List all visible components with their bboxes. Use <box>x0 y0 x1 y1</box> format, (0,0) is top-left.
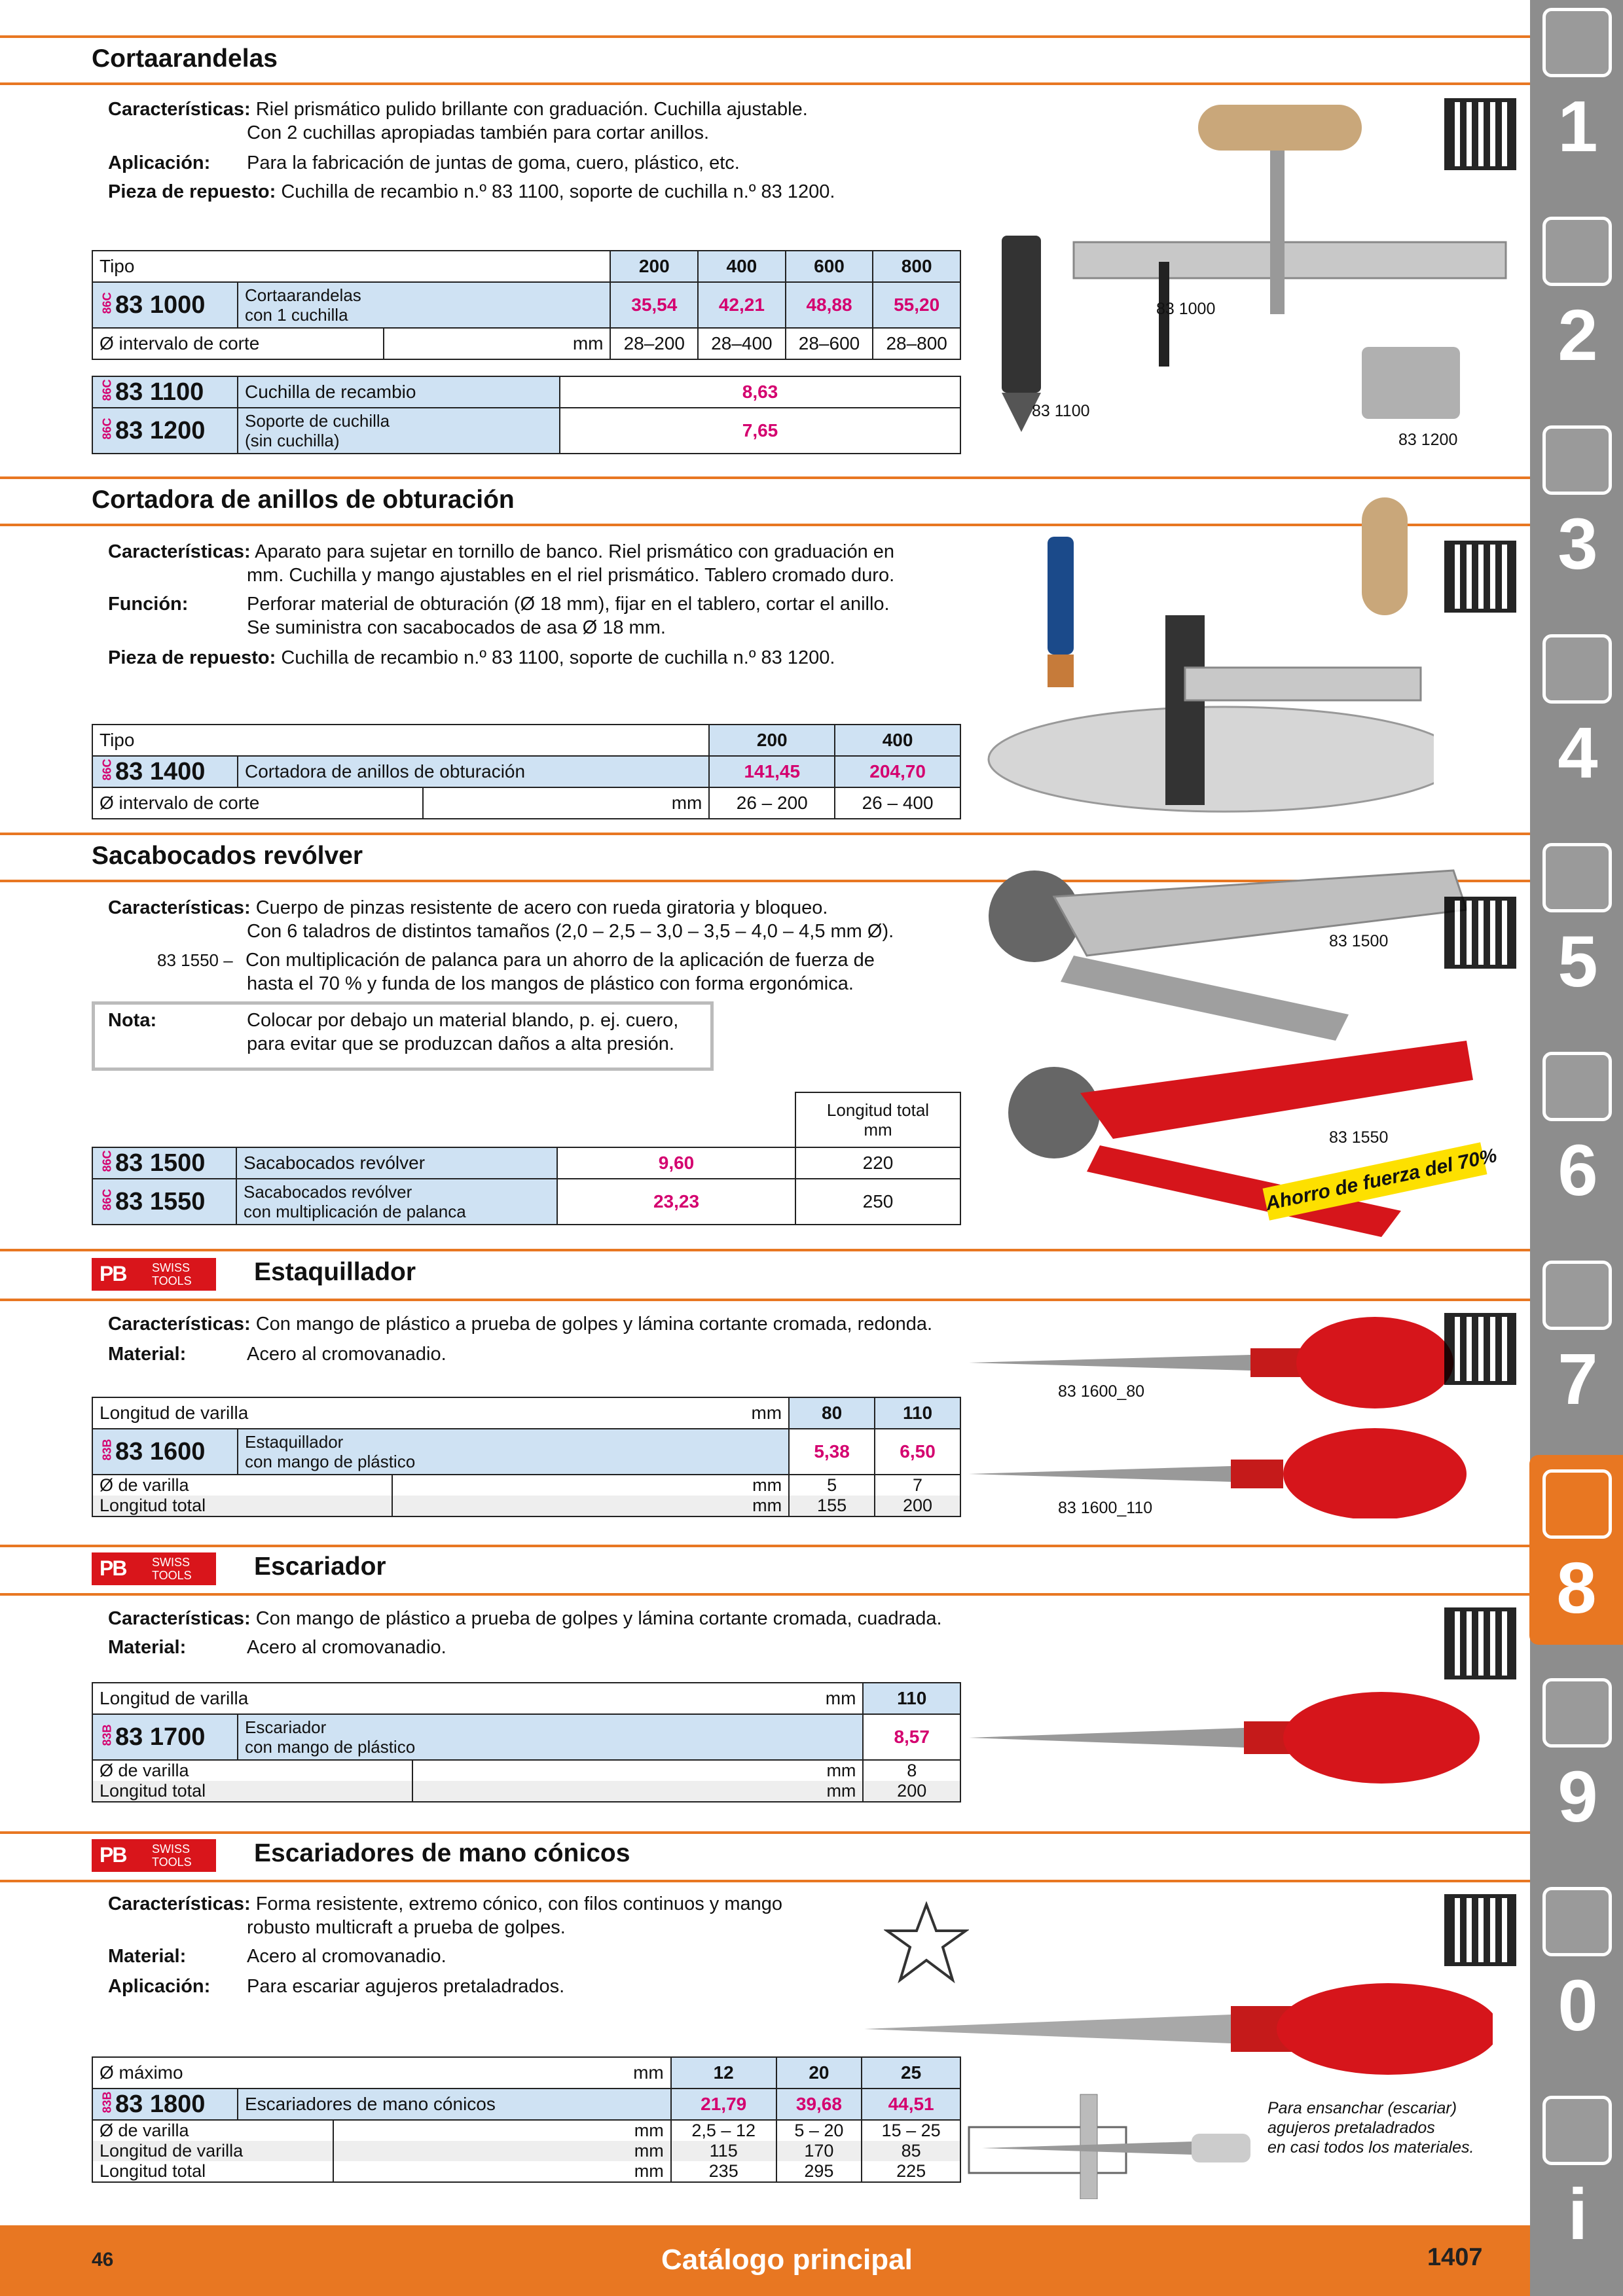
table-escariador: Longitud de varilla mm 110 83B83 1700 Escariador con mango de plástico 8,57 Ø de varilla mm 8 Longitud total mm 200 <box>92 1682 961 1803</box>
product-image-awls <box>969 1302 1493 1518</box>
sidebar-tab-number: i <box>1567 2174 1588 2255</box>
features-text: Características: Aparato para sujetar en tornillo de banco. Riel prismático con graduación en <box>108 541 895 562</box>
catalog-title: Catálogo principal <box>661 2244 913 2276</box>
sidebar-tab-4[interactable] <box>1539 626 1617 823</box>
features-text-2: Con 2 cuchillas apropiadas también para cortar anillos. <box>247 122 710 143</box>
section-title-cortaarandelas: Cortaarandelas <box>92 45 278 73</box>
caption-831550: 83 1550 <box>1329 1128 1389 1147</box>
spare-part-text: Pieza de repuesto: Cuchilla de recambio n.º 83 1100, soporte de cuchilla n.º 83 1200. <box>108 647 835 668</box>
drill-bit-icon <box>1542 8 1612 77</box>
caption-831000: 83 1000 <box>1156 300 1216 318</box>
section-title-sacabocados: Sacabocados revólver <box>92 842 363 870</box>
features-text: Características: Con mango de plástico a prueba de golpes y lámina cortante cromada, cuadrada. <box>108 1608 942 1629</box>
lever-ref-text: 83 1550 – Con multiplicación de palanca para un ahorro de la aplicación de fuerza de <box>157 950 875 971</box>
sidebar-tab-1[interactable] <box>1539 0 1617 196</box>
sidebar-tab-6[interactable] <box>1539 1044 1617 1240</box>
material-text: Material: Acero al cromovanadio. <box>108 1637 447 1658</box>
sidebar-tab-number: 6 <box>1558 1130 1598 1211</box>
features-text: Características: Con mango de plástico a prueba de golpes y lámina cortante cromada, redonda. <box>108 1314 933 1335</box>
function-text: Función: Perforar material de obturación (Ø 18 mm), fijar en el tablero, cortar el anillo. <box>108 594 890 615</box>
product-image-reamer <box>969 1689 1493 1787</box>
sidebar-tab-8[interactable] <box>1529 1455 1623 1645</box>
table-escariadores-conicos: Ø máximo mm 12 20 25 83B83 1800 Escariadores de mano cónicos 21,79 39,68 44,51 Ø de varilla mm 2,5 – 12 5 – 20 15 – 25 Longitud de varilla mm 115 170 85 Longitud total mm 235 295 225 <box>92 2056 961 2183</box>
cabinet-icon <box>1542 1678 1612 1748</box>
page-number-right: 1407 <box>1427 2244 1483 2271</box>
usage-note: Para ensanchar (escariar) agujeros pretaladrados en casi todos los materiales. <box>1267 2099 1474 2157</box>
function-text-2: Se suministra con sacabocados de asa Ø 18 mm. <box>247 617 666 638</box>
qr-code-icon[interactable] <box>1444 1894 1516 1966</box>
sidebar-tab-5[interactable] <box>1539 835 1617 1031</box>
table-cortadora: Tipo 200 400 86C83 1400 Cortadora de anillos de obturación 141,45 204,70 Ø intervalo de corte mm 26 – 200 26 – 400 <box>92 724 961 819</box>
material-text: Material: Acero al cromovanadio. <box>108 1946 447 1967</box>
sidebar-tab-3[interactable] <box>1539 418 1617 614</box>
sidebar-tab-7[interactable] <box>1539 1253 1617 1449</box>
caption-831600-80: 83 1600_80 <box>1058 1382 1145 1401</box>
footer-bar <box>0 2225 1530 2296</box>
sidebar-tab-2[interactable] <box>1539 209 1617 405</box>
qr-code-icon[interactable] <box>1444 541 1516 613</box>
workshop-tools-icon <box>1542 1469 1612 1539</box>
features-text: Características: Riel prismático pulido brillante con graduación. Cuchilla ajustable. <box>108 99 808 120</box>
sidebar-tab-number: 2 <box>1558 295 1598 376</box>
pliers-hammer-icon <box>1542 1261 1612 1330</box>
application-text: Aplicación: Para la fabricación de juntas de goma, cuero, plástico, etc. <box>108 152 740 173</box>
sidebar-tab-number: 0 <box>1558 1965 1598 2046</box>
pb-swiss-tools-logo: PB SWISS TOOLS <box>92 1552 216 1585</box>
page-number-left: 46 <box>92 2249 114 2270</box>
grinding-disc-icon <box>1542 843 1612 912</box>
sidebar-tab-number: 7 <box>1558 1339 1598 1420</box>
section-title-escariadores-conicos: Escariadores de mano cónicos <box>254 1839 630 1867</box>
material-text: Material: Acero al cromovanadio. <box>108 1344 447 1365</box>
wrench-screwdriver-icon <box>1542 1052 1612 1121</box>
features-text-2: Con 6 taladros de distintos tamaños (2,0 – 2,5 – 3,0 – 3,5 – 4,0 – 4,5 mm Ø). <box>247 921 894 942</box>
force-saving-banner: Ahorro de fuerza del 70% <box>1263 1142 1487 1221</box>
cross-section-icon <box>884 1901 969 1986</box>
product-image-ring-cutter <box>962 484 1434 831</box>
caption-831500: 83 1500 <box>1329 932 1389 950</box>
section-title-cortadora: Cortadora de anillos de obturación <box>92 486 515 514</box>
table-header-label: Tipo <box>92 251 610 282</box>
table-spare-parts: 86C83 1100 Cuchilla de recambio 8,63 86C83 1200 Soporte de cuchilla (sin cuchilla) 7,65 <box>92 376 961 454</box>
qr-code-icon[interactable] <box>1444 897 1516 969</box>
features-text: Características: Cuerpo de pinzas resistente de acero con rueda giratoria y bloqueo. <box>108 897 828 918</box>
spare-part-text: Pieza de repuesto: Cuchilla de recambio n.º 83 1100, soporte de cuchilla n.º 83 1200. <box>108 181 835 202</box>
qr-code-icon[interactable] <box>1444 98 1516 170</box>
caption-831200: 83 1200 <box>1398 431 1458 449</box>
caliper-icon <box>1542 634 1612 704</box>
qr-code-icon[interactable] <box>1444 1313 1516 1385</box>
qr-code-icon[interactable] <box>1444 1607 1516 1679</box>
note-text: Colocar por debajo un material blando, p. ej. cuero, <box>247 1010 679 1031</box>
insert-icon <box>1542 217 1612 286</box>
caption-831100: 83 1100 <box>1032 402 1090 420</box>
features-text-2: mm. Cuchilla y mango ajustables en el riel prismático. Tablero cromado duro. <box>247 565 895 586</box>
article-code: 86C83 1000 <box>92 282 238 328</box>
chuck-icon <box>1542 425 1612 495</box>
caption-831600-110: 83 1600_110 <box>1058 1499 1153 1517</box>
table-cortaarandelas: Tipo 200 400 600 800 86C83 1000 Cortaarandelas con 1 cuchilla 35,54 42,21 48,88 55,20 Ø intervalo de corte mm 28–200 28–400 28–600 28–800 <box>92 250 961 360</box>
sidebar-tab-number: 1 <box>1558 86 1598 167</box>
table-sacabocados: Longitud total mm 86C83 1500 Sacabocados revólver 9,60 220 86C83 1550 Sacabocados revólver con multiplicación de palanca 23,23 250 <box>92 1092 961 1225</box>
sidebar-tab-9[interactable] <box>1539 1670 1617 1867</box>
sidebar-tab-0[interactable] <box>1539 1879 1617 2075</box>
sidebar-tab-number: 3 <box>1558 504 1598 584</box>
features-text: Características: Forma resistente, extremo cónico, con filos continuos y mango <box>108 1893 783 1914</box>
features-text-2: robusto multicraft a prueba de golpes. <box>247 1917 566 1938</box>
note-text-2: para evitar que se produzcan daños a alta presión. <box>247 1033 674 1054</box>
table-estaquillador: Longitud de varilla mm 80 110 83B83 1600 Estaquillador con mango de plástico 5,38 6,50 Ø de varilla mm 5 7 Longitud total mm 155 200 <box>92 1397 961 1517</box>
sidebar-tab-number: 4 <box>1558 713 1598 793</box>
sidebar-tab-number: 9 <box>1558 1757 1598 1837</box>
info-icon <box>1542 2096 1612 2165</box>
section-title-estaquillador: Estaquillador <box>254 1258 416 1286</box>
sidebar-tab-number: 8 <box>1556 1548 1597 1628</box>
section-title-escariador: Escariador <box>254 1552 386 1581</box>
note-label: Nota: <box>108 1010 157 1031</box>
application-text: Aplicación: Para escariar agujeros pretaladrados. <box>108 1976 565 1997</box>
pb-swiss-tools-logo: PB SWISS TOOLS <box>92 1839 216 1872</box>
safety-icon <box>1542 1887 1612 1956</box>
sidebar-tab-i[interactable] <box>1539 2088 1617 2284</box>
pb-swiss-tools-logo: PB SWISS TOOLS <box>92 1258 216 1291</box>
lever-ref-text-2: hasta el 70 % y funda de los mangos de plástico con forma ergonómica. <box>247 973 854 994</box>
product-image-taper-reamer <box>864 1977 1493 2199</box>
sidebar-tab-number: 5 <box>1558 922 1598 1002</box>
